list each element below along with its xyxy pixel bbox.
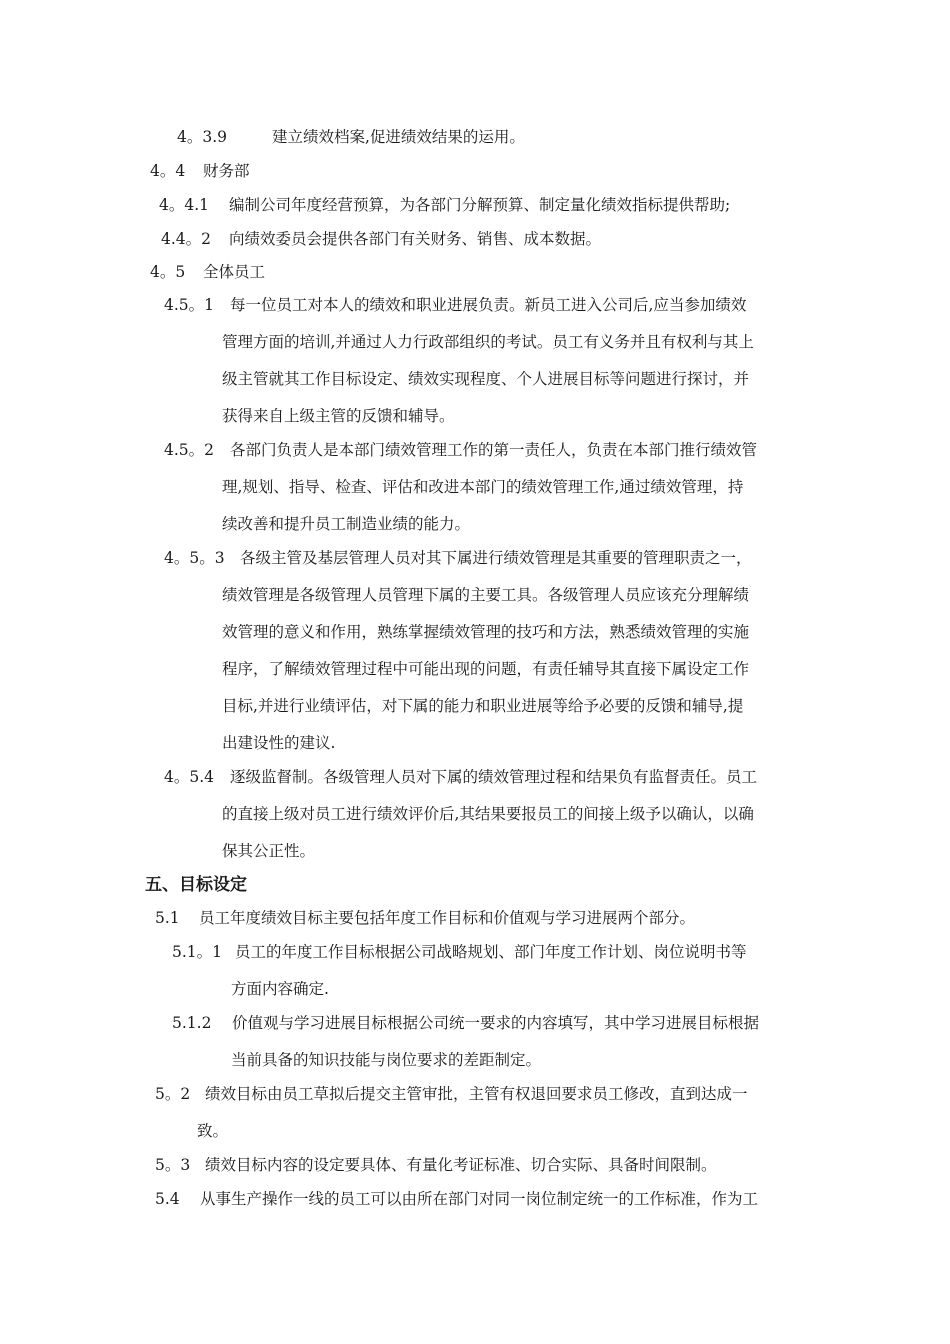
item-4-5-1-cont [222,369,749,389]
item-4-5-4-cont [222,804,754,824]
item-4-5-2-cont [222,477,743,497]
section-heading: 五、目标设定 [145,875,247,895]
item-4-5-1-cont [222,332,754,352]
item-4-5-4-cont [222,841,315,861]
item-number: 5.1 [155,909,180,927]
item-4-5-2 [164,440,757,460]
paragraph-line: 获得来自上级主管的反馈和辅导。 [222,407,455,425]
item-5-2-cont [197,1121,228,1141]
item-text: 绩效目标由员工草拟后提交主管审批，主管有权退回要求员工修改，直到达成一 [205,1085,748,1103]
item-4-5 [150,262,265,282]
item-number: 4。5。3 [164,549,225,567]
item-4-5-3 [164,548,752,568]
item-4-5-3-cont [222,659,749,679]
item-text: 各部门负责人是本部门绩效管理工作的第一责任人，负责在本部门推行绩效管 [230,441,758,459]
item-4-5-4 [164,767,757,787]
item-number: 5.4 [155,1190,180,1208]
paragraph-line: 方面内容确定. [231,980,329,998]
item-5-2 [155,1084,748,1104]
paragraph-line: 级主管就其工作目标设定、绩效实现程度、个人进展目标等问题进行探讨，并 [222,370,750,388]
paragraph-line: 效管理的意义和作用，熟练掌握绩效管理的技巧和方法，熟悉绩效管理的实施 [222,623,750,641]
item-number: 5.1。1 [172,943,223,961]
item-number: 4。4 [150,162,186,180]
item-4-5-1 [164,295,746,315]
paragraph-line: 绩效管理是各级管理人员管理下属的主要工具。各级管理人员应该充分理解绩 [222,586,750,604]
item-text: 员工的年度工作目标根据公司战略规划、部门年度工作计划、岗位说明书等 [235,943,747,961]
item-5-1-1-cont [231,979,329,999]
item-text: 向绩效委员会提供各部门有关财务、销售、成本数据。 [229,230,602,248]
item-text: 员工年度绩效目标主要包括年度工作目标和价值观与学习进展两个部分。 [199,909,696,927]
item-4-4-2 [161,229,601,249]
item-number: 4。3.9 [177,128,228,146]
item-text: 绩效目标内容的设定要具体、有量化考证标准、切合实际、具备时间限制。 [205,1156,717,1174]
item-number: 4.4。2 [161,230,212,248]
item-text: 全体员工 [203,263,266,281]
item-text: 财务部 [203,162,250,180]
item-number: 5.1.2 [172,1014,212,1032]
paragraph-line: 致。 [197,1122,229,1140]
item-number: 5。2 [155,1085,191,1103]
item-4-5-3-cont [222,696,743,716]
paragraph-line: 理,规划、指导、检查、评估和改进本部门的绩效管理工作,通过绩效管理，持 [222,478,744,496]
paragraph-line: 出建设性的建议. [222,734,336,752]
paragraph-line: 的直接上级对员工进行绩效评价后,其结果要报员工的间接上级予以确认，以确 [222,805,754,823]
paragraph-line: 续改善和提升员工制造业绩的能力。 [222,515,471,533]
item-5-4 [155,1189,758,1209]
item-4-5-1-cont [222,406,455,426]
item-number: 5。3 [155,1156,191,1174]
item-text: 价值观与学习进展目标根据公司统一要求的内容填写，其中学习进展目标根据 [232,1014,760,1032]
item-5-1-2-cont [231,1050,541,1070]
item-number: 4。5 [150,263,186,281]
item-4-4-1 [159,195,730,215]
paragraph-line: 保其公正性。 [222,842,316,860]
item-number: 4.5。2 [164,441,215,459]
paragraph-line: 目标,并进行业绩评估，对下属的能力和职业进展等给予必要的反馈和辅导,提 [222,697,744,715]
item-4-5-3-cont [222,585,749,605]
paragraph-line: 程序，了解绩效管理过程中可能出现的问题，有责任辅导其直接下属设定工作 [222,660,750,678]
item-4-4 [150,161,250,181]
item-4-3-9 [177,127,525,147]
item-text: 编制公司年度经营预算，为各部门分解预算、制定量化绩效指标提供帮助; [229,196,731,214]
item-5-1 [155,908,695,928]
paragraph-line: 管理方面的培训,并通过人力行政部组织的考试。员工有义务并且有权利与其上 [222,333,754,351]
item-4-5-3-cont [222,622,749,642]
item-4-5-2-cont [222,514,470,534]
item-text: 逐级监督制。各级管理人员对下属的绩效管理过程和结果负有监督责任。员工 [230,768,758,786]
item-5-1-2 [172,1013,759,1033]
item-number: 4。5.4 [164,768,215,786]
item-text: 从事生产操作一线的员工可以由所在部门对同一岗位制定统一的工作标准，作为工 [200,1190,759,1208]
item-5-1-1 [172,942,747,962]
paragraph-line: 当前具备的知识技能与岗位要求的差距制定。 [231,1051,542,1069]
item-4-5-3-cont [222,733,335,753]
item-5-3 [155,1155,717,1175]
item-text: 各级主管及基层管理人员对其下属进行绩效管理是其重要的管理职责之一， [240,549,752,567]
item-number: 4.5。1 [164,296,215,314]
item-number: 4。4.1 [159,196,210,214]
item-text: 建立绩效档案,促进绩效结果的运用。 [272,128,525,146]
item-text: 每一位员工对本人的绩效和职业进展负责。新员工进入公司后,应当参加绩效 [230,296,747,314]
